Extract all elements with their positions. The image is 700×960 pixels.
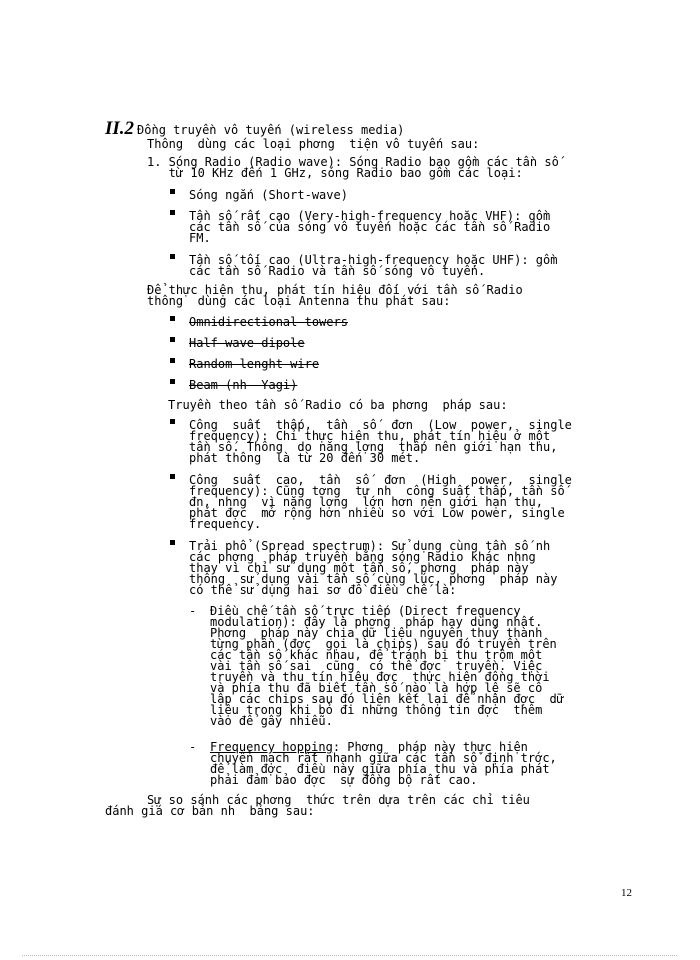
radio-type-2-line-1: Tần số rất cao (Very-high-frequency hoặc VHF): gồm (189, 209, 551, 223)
conclusion-line-2: đánh giá cơ bản nh bảng sau: (105, 804, 315, 818)
method-1-line-4: phát thông là từ 20 đến 30 mét. (189, 451, 421, 465)
method-2-line-2: frequency): Cũng tơng tự nh công suất thấp, tần số (189, 484, 565, 498)
bullet-square-icon (170, 379, 175, 384)
item1-line-1: 1. Sóng Radio (Radio wave): Sóng Radio bao gồm các tần số (147, 155, 559, 169)
modulation-1-line-4: từng phần (đợc gọi là chips) sau đó truyền trên (210, 637, 557, 651)
method-2-line-1: Công suất cao, tần số đơn (High power, single (189, 473, 572, 487)
section-number: II.2 (105, 118, 135, 139)
bullet-square-icon (170, 210, 175, 215)
methods-intro: Truyền theo tần số Radio có ba phơng pháp sau: (168, 398, 508, 412)
method-2-line-5: frequency. (189, 517, 262, 531)
bullet-square-icon (170, 337, 175, 342)
modulation-2-line-2: chuyển mạch rất nhanh giữa các tần số định trớc, (210, 751, 557, 765)
method-2-line-4: phát đợc mở rộng hơn nhiều so với Low power, single (189, 506, 565, 520)
page-number: 12 (621, 887, 632, 899)
page-bottom-divider (22, 955, 677, 956)
bullet-square-icon (170, 189, 175, 194)
modulation-1-line-6: vài tần số sai cũng có thể đợc truyền. Việc (210, 659, 543, 673)
method-3-line-5: có thể sử dụng hai sơ đồ điều chế là: (189, 583, 457, 597)
radio-type-3-line-1: Tần số tối cao (Ultra-high-frequency hoặc UHF): gồm (189, 253, 558, 267)
dash-marker: - (189, 604, 197, 618)
modulation-1-line-2: modulation): đây là phơng pháp hay dùng nhất. (210, 615, 543, 629)
antenna-item: Beam (nh Yagi) (189, 378, 298, 392)
modulation-1-line-11: vào để gây nhiễu. (210, 714, 333, 728)
modulation-2-line-4: phải đảm bảo đợc sự đồng bộ rất cao. (210, 773, 478, 787)
modulation-1-line-10: liệu trong khi bỏ đi những thông tin đợc thêm (210, 703, 543, 717)
modulation-1-line-5: các tần số khác nhau, để tránh bị thu trộm một (210, 648, 543, 662)
conclusion-line-1: Sự so sánh các phơng thức trên dựa trên các chỉ tiêu (147, 793, 530, 807)
dash-marker: - (189, 740, 197, 754)
modulation-2-line-1-rest: : Phơng pháp này thực hiện (332, 740, 528, 754)
method-1-line-2: frequency): Chỉ thực hiện thu, phát tín hiệu ở một (189, 429, 551, 443)
antenna-item: Omnidirectional towers (189, 315, 348, 329)
section-title: Đồng truyền vô tuyến (wireless media) (137, 123, 405, 137)
bullet-square-icon (170, 540, 175, 545)
antenna-intro-line-2: thông dùng các loại Antenna thu phát sau: (147, 294, 451, 308)
method-2-line-3: đn, nhng vì năng lợng lớn hơn nên giới hạn thu, (189, 495, 544, 509)
radio-type-2-line-3: FM. (189, 231, 211, 245)
antenna-intro-line-1: Để thực hiện thu, phát tín hiệu đối với tần số Radio (147, 283, 523, 297)
method-3-line-3: thay vì chỉ sử dụng một tần số, phơng pháp này (189, 561, 529, 575)
method-3-line-4: thông sử dụng vài tần số cùng lúc, phơng pháp này (189, 572, 558, 586)
bullet-square-icon (170, 254, 175, 259)
method-3-line-1: Trải phổ (Spread spectrum): Sử dụng cùng tần số nh (189, 539, 551, 553)
method-1-line-3: tần số. Thông do năng lợng thấp nên giới hạn thu, (189, 440, 558, 454)
modulation-1-line-8: và phía thu đã biết tần số nào là hợp lệ sẽ cô (210, 681, 543, 695)
radio-type-2-line-2: các tần số của sóng vô tuyến hoặc các tần số Radio (189, 220, 551, 234)
modulation-1-line-1: Điều chế tần số trực tiếp (Direct frequency (210, 604, 521, 618)
modulation-1-line-9: lập các chips sau đó liên kết lại để nhận đợc dữ (210, 692, 565, 706)
modulation-1-line-3: Phơng pháp này chia dữ liệu nguyên thuỷ thành (210, 626, 543, 640)
intro-text: Thông dùng các loại phơng tiện vô tuyến sau: (147, 137, 480, 151)
radio-type-3-line-2: các tần số Radio và tần số sóng vô tuyến. (189, 264, 486, 278)
bullet-square-icon (170, 419, 175, 424)
modulation-1-line-7: truyền và thu tín hiệu đợc thực hiện đồng thời (210, 670, 550, 684)
bullet-square-icon (170, 316, 175, 321)
method-3-line-2: các phơng pháp truyền bằng sóng Radio khác nhng (189, 550, 536, 564)
antenna-item: Random-lenght wire (189, 357, 320, 371)
bullet-square-icon (170, 474, 175, 479)
method-1-line-1: Công suất thấp, tần số đơn (Low power, single (189, 418, 572, 432)
item1-line-2: từ 10 KHz đến 1 GHz, sóng Radio bao gồm các loại: (147, 166, 523, 180)
antenna-item: Half-wave dipole (189, 336, 305, 350)
bullet-square-icon (170, 358, 175, 363)
radio-type-1: Sóng ngắn (Short-wave) (189, 188, 348, 202)
modulation-2-line-3: để làm đợc điều này giữa phía thu và phía phát (210, 762, 550, 776)
modulation-2-term: Frequency hopping (210, 740, 333, 754)
